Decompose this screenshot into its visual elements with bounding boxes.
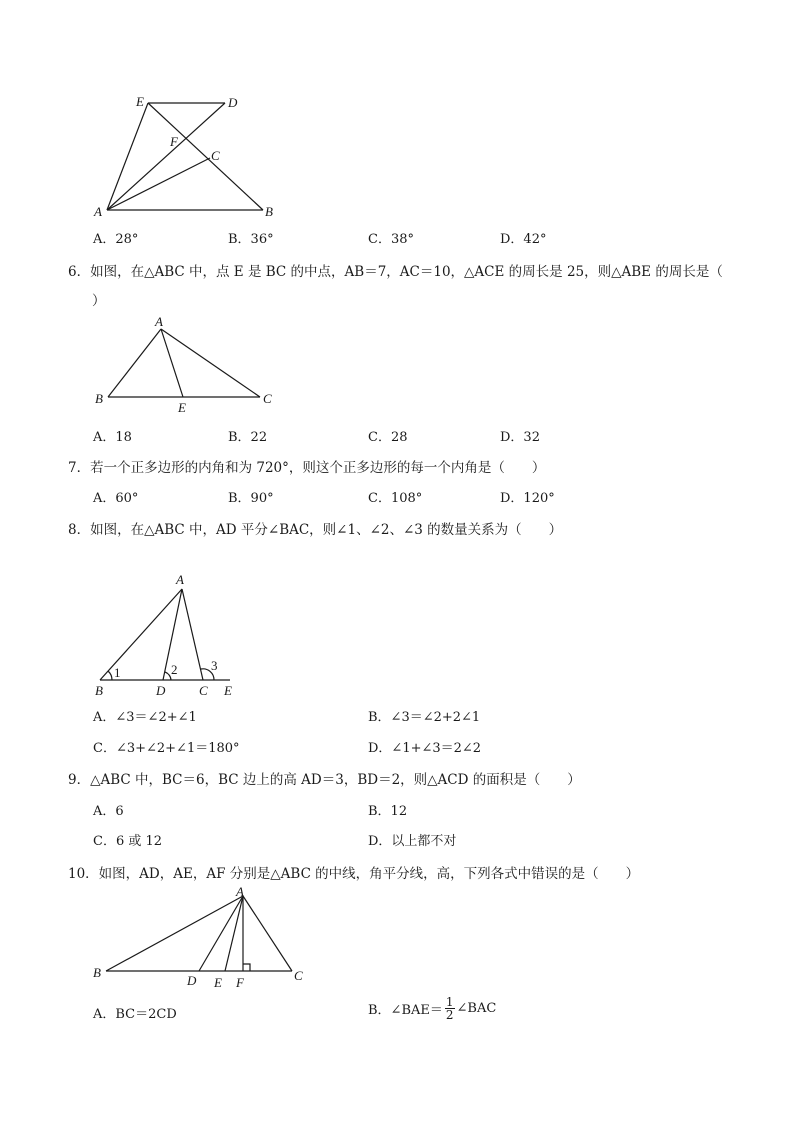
- q10-segment-AC: [243, 896, 292, 971]
- q9-question-text: 9．△ABC 中，BC＝6，BC 边上的高 AD＝3，BD＝2，则△ACD 的面积是（ ）: [68, 772, 581, 788]
- q5-option-b: B．36°: [228, 232, 274, 247]
- q7-option-c: C．108°: [368, 491, 423, 506]
- q9-option-b: B．12: [368, 804, 408, 819]
- q10-option-b-numerator: 1: [445, 995, 454, 1009]
- q10-segment-AE: [225, 896, 243, 971]
- q10-option-a: A．BC＝2CD: [93, 1007, 177, 1022]
- q7-question-text: 7．若一个正多边形的内角和为 720°，则这个正多边形的每一个内角是（ ）: [68, 460, 546, 476]
- q5-label-E: E: [136, 94, 144, 109]
- q10-label-D: D: [187, 973, 197, 988]
- q6-question-text-cont: ）: [92, 293, 106, 309]
- q10-segment-AB: [106, 896, 243, 971]
- q5-option-a: A．28°: [93, 232, 139, 247]
- q8-option-c: C．∠3+∠2+∠1＝180°: [93, 741, 240, 756]
- q5-label-F: F: [170, 134, 178, 149]
- q10-label-E: E: [214, 975, 222, 990]
- q10-segment-AD: [199, 896, 243, 971]
- q9-option-a: A．6: [93, 804, 124, 819]
- q6-question-text: 6．如图，在△ABC 中，点 E 是 BC 的中点，AB＝7，AC＝10，△ACE 的周长是 25，则△ABE 的周长是（: [68, 264, 723, 280]
- q10-option-b: [368, 996, 496, 1021]
- q8-option-a: A．∠3＝∠2+∠1: [93, 710, 197, 725]
- q8-label-A: A: [176, 572, 184, 587]
- q10-right-angle-mark: [243, 964, 250, 971]
- q7-option-a: A．60°: [93, 491, 139, 506]
- q10-option-b-fraction: [445, 996, 455, 1021]
- q5-label-D: D: [228, 95, 238, 110]
- q5-option-d: D．42°: [500, 232, 547, 247]
- q6-option-b: B．22: [228, 430, 268, 445]
- q10-option-b-prefix: B．∠BAE＝: [368, 1003, 443, 1018]
- q8-label-n1: 1: [114, 665, 121, 680]
- q5-option-c: C．38°: [368, 232, 414, 247]
- q8-label-C: C: [199, 683, 208, 698]
- q10-option-b-suffix: ∠BAC: [456, 1001, 497, 1016]
- q10-label-C: C: [294, 968, 303, 983]
- q5-label-B: B: [265, 204, 273, 219]
- q7-option-b: B．90°: [228, 491, 274, 506]
- q10-label-A: A: [236, 884, 244, 899]
- q8-label-n3: 3: [211, 658, 218, 673]
- q6-option-a: A．18: [93, 430, 132, 445]
- q5-label-C: C: [211, 148, 220, 163]
- q8-label-B: B: [95, 683, 103, 698]
- q8-option-b: B．∠3＝∠2+2∠1: [368, 710, 481, 725]
- q8-label-D: D: [156, 683, 166, 698]
- q9-option-c: C．6 或 12: [93, 834, 163, 849]
- q8-label-n2: 2: [171, 662, 178, 677]
- q6-label-C: C: [263, 391, 272, 406]
- q7-option-d: D．120°: [500, 491, 555, 506]
- q6-option-c: C．28: [368, 430, 408, 445]
- q6-option-d: D．32: [500, 430, 540, 445]
- q8-option-d: D．∠1+∠3＝2∠2: [368, 741, 482, 756]
- q6-label-A: A: [155, 314, 163, 329]
- q8-label-E: E: [224, 683, 232, 698]
- q10-option-b-denominator: 2: [445, 1008, 454, 1022]
- q6-label-B: B: [95, 391, 103, 406]
- q6-label-E: E: [178, 400, 186, 415]
- q8-question-text: 8．如图，在△ABC 中，AD 平分∠BAC，则∠1、∠2、∠3 的数量关系为（ ）: [68, 522, 563, 538]
- q10-label-B: B: [93, 965, 101, 980]
- q5-label-A: A: [94, 204, 102, 219]
- q9-option-d: D．以上都不对: [368, 834, 457, 849]
- q10-label-F: F: [236, 975, 244, 990]
- q10-question-text: 10．如图，AD，AE，AF 分别是△ABC 的中线，角平分线，高，下列各式中错误的是（ ）: [68, 866, 640, 882]
